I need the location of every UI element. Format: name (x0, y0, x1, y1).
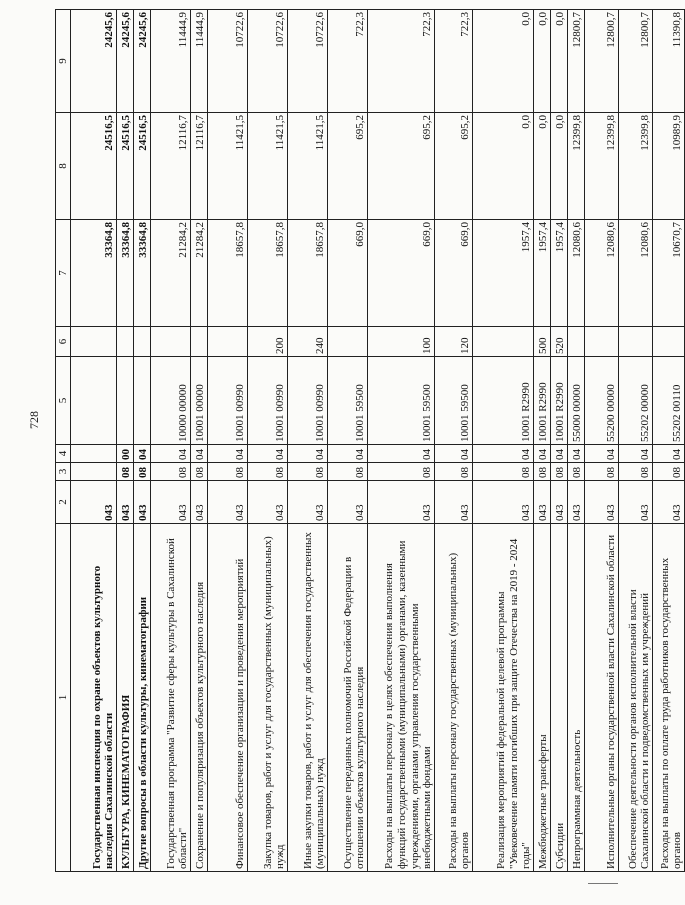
row-amount-2022: 722,3 (435, 10, 473, 113)
column-number: 9 (56, 10, 71, 113)
row-vr (134, 327, 151, 357)
row-rz: 08 (653, 463, 685, 481)
row-ved: 043 (368, 481, 435, 524)
page-number: 728 (27, 411, 41, 429)
row-csr: 10001 00000 (191, 357, 208, 445)
table-row (568, 10, 585, 872)
row-pr: 04 (151, 445, 191, 463)
row-csr: 55202 00110 (653, 357, 685, 445)
row-pr: 04 (208, 445, 248, 463)
row-name: Расходы на выплаты по оплате труда работников государственных органов (653, 524, 685, 872)
row-amount-2021: 12116,7 (191, 113, 208, 220)
row-csr: 10001 R2990 (534, 357, 551, 445)
row-rz: 08 (134, 463, 151, 481)
row-csr: 10001 59500 (435, 357, 473, 445)
row-rz: 08 (435, 463, 473, 481)
row-name: Сохранение и популяризация объектов культурного наследия (191, 524, 208, 872)
row-amount-2021: 24516,5 (117, 113, 134, 220)
row-amount-2021: 12399,8 (568, 113, 585, 220)
row-csr: 55000 00000 (568, 357, 585, 445)
row-amount-2021: 12399,8 (585, 113, 619, 220)
row-vr: 100 (368, 327, 435, 357)
table-row (368, 10, 435, 872)
row-name: Реализация мероприятий федеральной целевой программы "Увековечение памяти погибших при защите Отечества на 2019 - 2024 годы" (473, 524, 534, 872)
row-amount-2020: 33364,8 (71, 220, 117, 327)
row-vr: 500 (534, 327, 551, 357)
row-rz: 08 (117, 463, 134, 481)
table-row (585, 10, 619, 872)
row-csr: 10000 00000 (151, 357, 191, 445)
row-amount-2021: 0,0 (473, 113, 534, 220)
column-number: 7 (56, 220, 71, 327)
row-vr (117, 327, 134, 357)
row-ved: 043 (288, 481, 328, 524)
row-amount-2021: 24516,5 (71, 113, 117, 220)
column-number: 4 (56, 445, 71, 463)
row-rz: 08 (208, 463, 248, 481)
row-name: Расходы на выплаты персоналу в целях обеспечения выполнения функций государственными (муниципальными) органами, казенными учреждениями, органами управления государственными внебюджетными фондами (368, 524, 435, 872)
row-amount-2022: 24245,6 (117, 10, 134, 113)
row-name: Исполнительные органы государственной власти Сахалинской области (585, 524, 619, 872)
row-rz: 08 (473, 463, 534, 481)
row-pr: 04 (619, 445, 653, 463)
table-row (117, 10, 134, 872)
row-amount-2022: 0,0 (551, 10, 568, 113)
row-rz: 08 (551, 463, 568, 481)
row-rz: 08 (368, 463, 435, 481)
table-row (288, 10, 328, 872)
row-ved: 043 (473, 481, 534, 524)
row-amount-2021: 11421,5 (288, 113, 328, 220)
row-vr: 120 (435, 327, 473, 357)
row-amount-2020: 18657,8 (208, 220, 248, 327)
row-csr: 55202 00000 (619, 357, 653, 445)
column-number: 2 (56, 481, 71, 524)
row-pr: 04 (248, 445, 288, 463)
row-ved: 043 (191, 481, 208, 524)
table-row (191, 10, 208, 872)
row-ved: 043 (151, 481, 191, 524)
row-vr: 520 (551, 327, 568, 357)
row-amount-2021: 11421,5 (208, 113, 248, 220)
column-number: 3 (56, 463, 71, 481)
table-row (551, 10, 568, 872)
row-rz: 08 (151, 463, 191, 481)
row-pr: 04 (473, 445, 534, 463)
row-amount-2020: 1957,4 (473, 220, 534, 327)
row-vr: 240 (288, 327, 328, 357)
row-name: Иные закупки товаров, работ и услуг для обеспечения государственных (муниципальных) нужд (288, 524, 328, 872)
row-vr (71, 327, 117, 357)
row-pr: 04 (435, 445, 473, 463)
row-csr (117, 357, 134, 445)
row-amount-2020: 1957,4 (551, 220, 568, 327)
row-ved: 043 (328, 481, 368, 524)
row-pr: 04 (653, 445, 685, 463)
row-name: Финансовое обеспечение организации и проведения мероприятий (208, 524, 248, 872)
row-name: Другие вопросы в области культуры, кинематографии (134, 524, 151, 872)
table-row (134, 10, 151, 872)
row-name: Расходы на выплаты персоналу государственных (муниципальных) органов (435, 524, 473, 872)
row-amount-2021: 695,2 (328, 113, 368, 220)
row-csr: 10001 59500 (368, 357, 435, 445)
column-number: 6 (56, 327, 71, 357)
row-rz: 08 (534, 463, 551, 481)
row-name: Государственная инспекция по охране объектов культурного наследия Сахалинской области (71, 524, 117, 872)
row-ved: 043 (551, 481, 568, 524)
row-amount-2020: 18657,8 (248, 220, 288, 327)
row-csr: 10001 R2990 (473, 357, 534, 445)
row-ved: 043 (117, 481, 134, 524)
row-amount-2022: 11444,9 (151, 10, 191, 113)
row-amount-2020: 21284,2 (191, 220, 208, 327)
row-amount-2022: 11390,8 (653, 10, 685, 113)
row-vr: 200 (248, 327, 288, 357)
row-amount-2022: 0,0 (473, 10, 534, 113)
row-amount-2022: 722,3 (328, 10, 368, 113)
row-rz: 08 (328, 463, 368, 481)
row-name: Обеспечение деятельности органов исполнительной власти Сахалинской области и подведомственных им учреждений (619, 524, 653, 872)
row-csr (71, 357, 117, 445)
column-number: 5 (56, 357, 71, 445)
row-amount-2022: 11444,9 (191, 10, 208, 113)
row-vr (328, 327, 368, 357)
row-name: Непрограммная деятельность (568, 524, 585, 872)
row-rz: 08 (585, 463, 619, 481)
row-name: КУЛЬТУРА, КИНЕМАТОГРАФИЯ (117, 524, 134, 872)
row-csr: 10001 00990 (288, 357, 328, 445)
row-ved: 043 (435, 481, 473, 524)
table-row (653, 10, 685, 872)
row-amount-2022: 12800,7 (619, 10, 653, 113)
row-pr: 04 (328, 445, 368, 463)
column-number: 1 (56, 524, 71, 872)
row-csr: 10001 00990 (208, 357, 248, 445)
table-row (473, 10, 534, 872)
row-vr (191, 327, 208, 357)
row-ved: 043 (71, 481, 117, 524)
column-numbers-row (56, 10, 71, 872)
row-csr: 55200 00000 (585, 357, 619, 445)
row-pr: 04 (134, 445, 151, 463)
row-amount-2021: 11421,5 (248, 113, 288, 220)
row-amount-2020: 33364,8 (117, 220, 134, 327)
row-pr: 00 (117, 445, 134, 463)
row-amount-2020: 18657,8 (288, 220, 328, 327)
row-amount-2022: 10722,6 (208, 10, 248, 113)
row-vr (585, 327, 619, 357)
table-row (534, 10, 551, 872)
row-amount-2021: 695,2 (435, 113, 473, 220)
row-amount-2022: 0,0 (534, 10, 551, 113)
row-amount-2020: 669,0 (435, 220, 473, 327)
table-row (248, 10, 288, 872)
row-rz: 08 (288, 463, 328, 481)
row-ved: 043 (653, 481, 685, 524)
table-row (71, 10, 117, 872)
row-amount-2022: 24245,6 (71, 10, 117, 113)
row-ved: 043 (534, 481, 551, 524)
row-rz: 08 (191, 463, 208, 481)
row-amount-2021: 695,2 (368, 113, 435, 220)
row-ved: 043 (248, 481, 288, 524)
row-ved: 043 (568, 481, 585, 524)
row-rz: 08 (568, 463, 585, 481)
column-number: 8 (56, 113, 71, 220)
table-row (435, 10, 473, 872)
row-rz: 08 (619, 463, 653, 481)
row-ved: 043 (134, 481, 151, 524)
row-amount-2021: 0,0 (534, 113, 551, 220)
row-amount-2020: 12080,6 (585, 220, 619, 327)
row-amount-2020: 33364,8 (134, 220, 151, 327)
row-amount-2021: 0,0 (551, 113, 568, 220)
row-pr: 04 (191, 445, 208, 463)
row-name: Государственная программа "Развитие сферы культуры в Сахалинской области" (151, 524, 191, 872)
row-amount-2022: 10722,6 (288, 10, 328, 113)
row-vr (208, 327, 248, 357)
row-amount-2021: 24516,5 (134, 113, 151, 220)
row-amount-2021: 10989,9 (653, 113, 685, 220)
row-pr: 04 (551, 445, 568, 463)
row-amount-2022: 12800,7 (585, 10, 619, 113)
row-pr: 04 (368, 445, 435, 463)
row-rz (71, 463, 117, 481)
row-pr: 04 (568, 445, 585, 463)
row-amount-2020: 12080,6 (619, 220, 653, 327)
row-csr: 10001 00990 (248, 357, 288, 445)
table-row (328, 10, 368, 872)
row-pr (71, 445, 117, 463)
row-amount-2022: 12800,7 (568, 10, 585, 113)
row-csr (134, 357, 151, 445)
row-ved: 043 (619, 481, 653, 524)
row-amount-2021: 12399,8 (619, 113, 653, 220)
row-amount-2020: 10670,7 (653, 220, 685, 327)
table-row (208, 10, 248, 872)
row-amount-2022: 722,3 (368, 10, 435, 113)
row-ved: 043 (208, 481, 248, 524)
row-name: Закупка товаров, работ и услуг для государственных (муниципальных) нужд (248, 524, 288, 872)
row-csr: 10001 59500 (328, 357, 368, 445)
budget-table (55, 9, 685, 872)
row-amount-2020: 21284,2 (151, 220, 191, 327)
row-vr (619, 327, 653, 357)
row-vr (151, 327, 191, 357)
row-amount-2021: 12116,7 (151, 113, 191, 220)
row-ved: 043 (585, 481, 619, 524)
budget-table-page (55, 10, 684, 872)
table-row (619, 10, 653, 872)
row-name: Межбюджетные трансферты (534, 524, 551, 872)
row-amount-2022: 24245,6 (134, 10, 151, 113)
row-amount-2020: 669,0 (328, 220, 368, 327)
row-amount-2020: 12080,6 (568, 220, 585, 327)
row-name: Субсидии (551, 524, 568, 872)
row-amount-2020: 1957,4 (534, 220, 551, 327)
row-pr: 04 (288, 445, 328, 463)
row-vr (568, 327, 585, 357)
row-pr: 04 (585, 445, 619, 463)
row-rz: 08 (248, 463, 288, 481)
row-csr: 10001 R2990 (551, 357, 568, 445)
row-amount-2022: 10722,6 (248, 10, 288, 113)
row-name: Осуществление переданных полномочий Российской Федерации в отношении объектов культурного наследия (328, 524, 368, 872)
row-amount-2020: 669,0 (368, 220, 435, 327)
row-vr (473, 327, 534, 357)
table-row (151, 10, 191, 872)
row-pr: 04 (534, 445, 551, 463)
scan-mark (588, 883, 618, 884)
row-vr (653, 327, 685, 357)
